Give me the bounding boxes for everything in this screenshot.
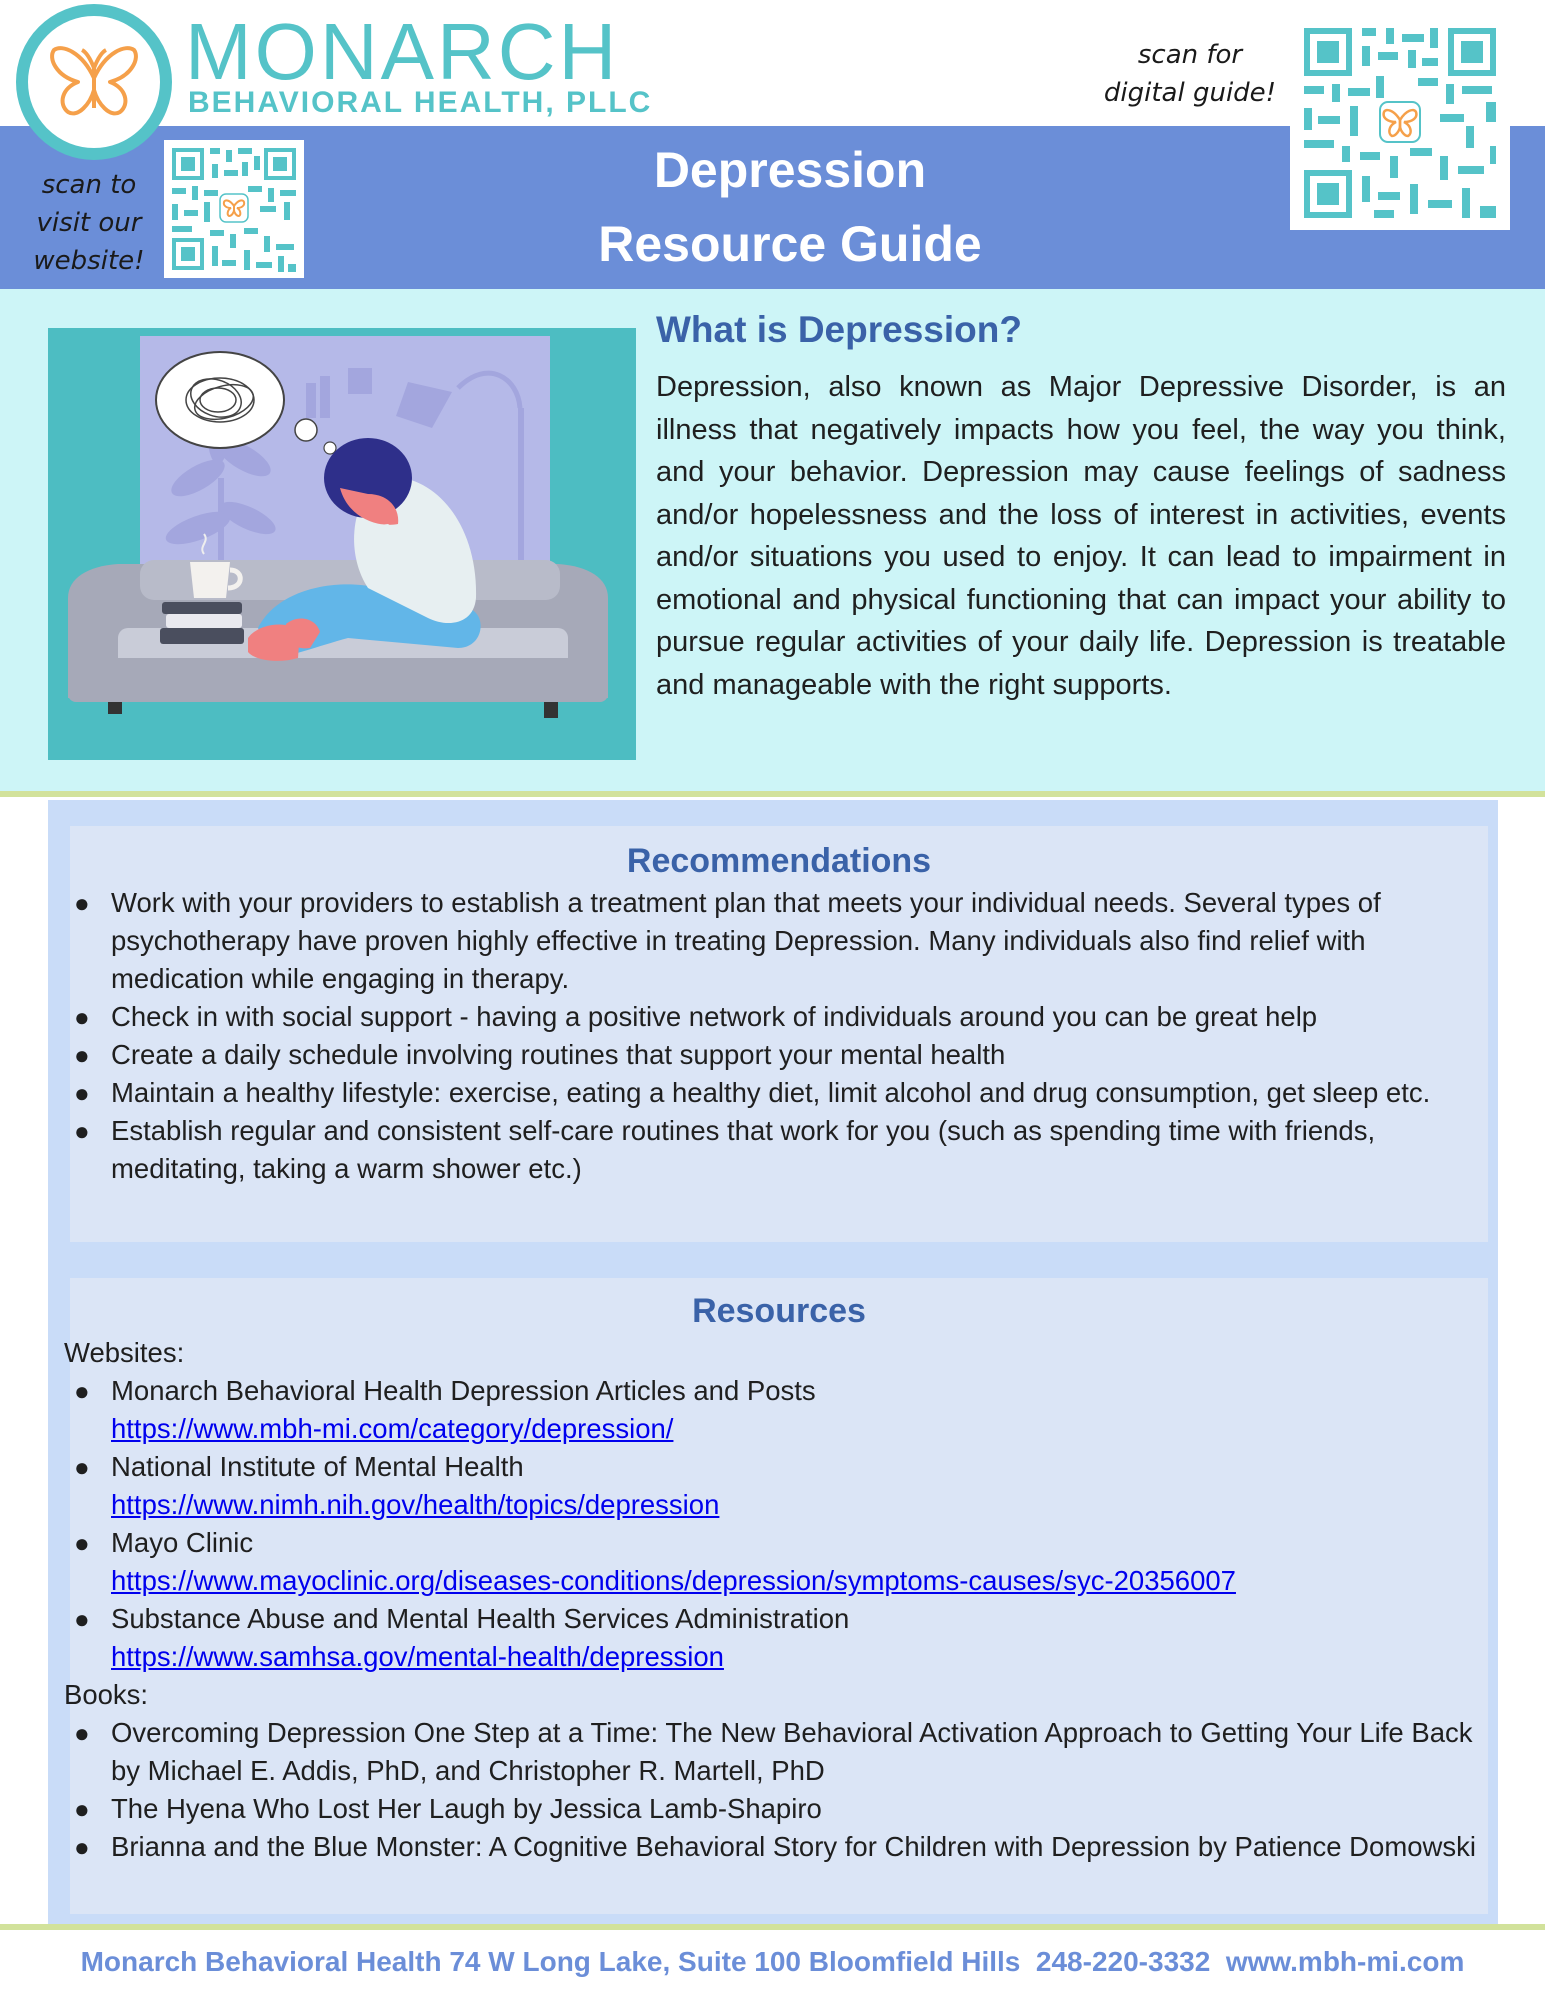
list-item: ● Check in with social support - having a positive network of individuals around you can be great help [64,998,1464,1036]
intro-heading: What is Depression? [656,309,1022,350]
logo [16,4,172,160]
qr-code-digital-guide[interactable] [1290,16,1510,230]
list-item: ● Establish regular and consistent self-care routines that work for you (such as spending time with friends, meditating, taking a warm shower etc.) [64,1112,1464,1188]
intro-body: Depression, also known as Major Depressive Disorder, is an illness that negatively impacts how you feel, the way you think, and your behavior. Depression may cause feelings of sadness and/or hopelessness and the loss of interest in activities, events and/or situations you used to enjoy. It can lead to impairment in emotional and physical functioning that can impact your ability to pursue regular activities of your daily life. Depression is treatable and manageable with the right supports. [656,371,1506,701]
bullet-icon: ● [74,1718,90,1748]
list-item: ● Brianna and the Blue Monster: A Cognitive Behavioral Story for Children with Depression by Patience Domowski [64,1828,1484,1866]
scan-website-text: scan to visit our website! [33,170,145,276]
books-list [64,1714,1484,1866]
brand-name: MONARCH [185,7,620,96]
bullet-icon: ● [74,1604,90,1634]
list-item [64,1524,1484,1600]
list-item [64,1372,1484,1448]
websites-list [64,1372,1484,1676]
list-item: ● Work with your providers to establish a treatment plan that meets your individual needs. Several types of psychotherapy have proven highly effective in treating Depression. Many individuals also find relief with medication while engaging in therapy. [64,884,1464,998]
scan-digital-guide-text: scan for digital guide! [1103,40,1277,108]
list-item: ● Overcoming Depression One Step at a Time: The New Behavioral Activation Approach to Getting Your Life Back by Michael E. Addis, PhD, and Christopher R. Martell, PhD [64,1714,1484,1790]
recommendations-list [64,884,1464,1188]
website-link[interactable]: https://www.samhsa.gov/mental-health/depression [111,1641,724,1672]
depressed-person-illustration [48,328,636,760]
list-item: ● The Hyena Who Lost Her Laugh by Jessica Lamb-Shapiro [64,1790,1484,1828]
website-name: Mayo Clinic [111,1527,254,1558]
qr-code-icon [1290,16,1510,230]
bullet-icon: ● [74,1832,90,1862]
footer-contact: Monarch Behavioral Health 74 W Long Lake, Suite 100 Bloomfield Hills 248-220-3332 www.mbh-mi.com [80,1946,1465,1977]
list-item [64,1448,1484,1524]
bullet-icon: ● [74,1794,90,1824]
bullet-icon: ● [74,1376,90,1406]
page-title-line-1: Depression [653,142,927,198]
books-label: Books: [64,1679,149,1710]
bullet-icon: ● [74,888,90,918]
resources-heading: Resources [692,1292,866,1330]
bullet-icon: ● [74,1002,90,1032]
bullet-icon: ● [74,1040,90,1070]
website-link[interactable]: https://www.mayoclinic.org/diseases-conditions/depression/symptoms-causes/syc-20356007 [111,1565,1236,1596]
websites-label: Websites: [64,1337,185,1368]
website-name: Monarch Behavioral Health Depression Articles and Posts [111,1375,816,1406]
website-link[interactable]: https://www.mbh-mi.com/category/depression/ [111,1413,674,1444]
bullet-icon: ● [74,1078,90,1108]
list-item [64,1600,1484,1676]
butterfly-icon [48,38,140,126]
recommendations-heading: Recommendations [626,842,932,880]
footer-divider [0,1924,1545,1930]
qr-code-website[interactable] [164,140,304,278]
brand-subtitle: BEHAVIORAL HEALTH, PLLC [188,86,653,119]
qr-code-icon [164,140,304,278]
list-item: ● Create a daily schedule involving routines that support your mental health [64,1036,1464,1074]
section-divider [0,791,1545,797]
list-item: ● Maintain a healthy lifestyle: exercise, eating a healthy diet, limit alcohol and drug consumption, get sleep etc. [64,1074,1464,1112]
page-title-line-2: Resource Guide [598,216,982,272]
bullet-icon: ● [74,1452,90,1482]
bullet-icon: ● [74,1116,90,1146]
bullet-icon: ● [74,1528,90,1558]
website-link[interactable]: https://www.nimh.nih.gov/health/topics/depression [111,1489,720,1520]
website-name: Substance Abuse and Mental Health Services Administration [111,1603,850,1634]
website-name: National Institute of Mental Health [111,1451,524,1482]
